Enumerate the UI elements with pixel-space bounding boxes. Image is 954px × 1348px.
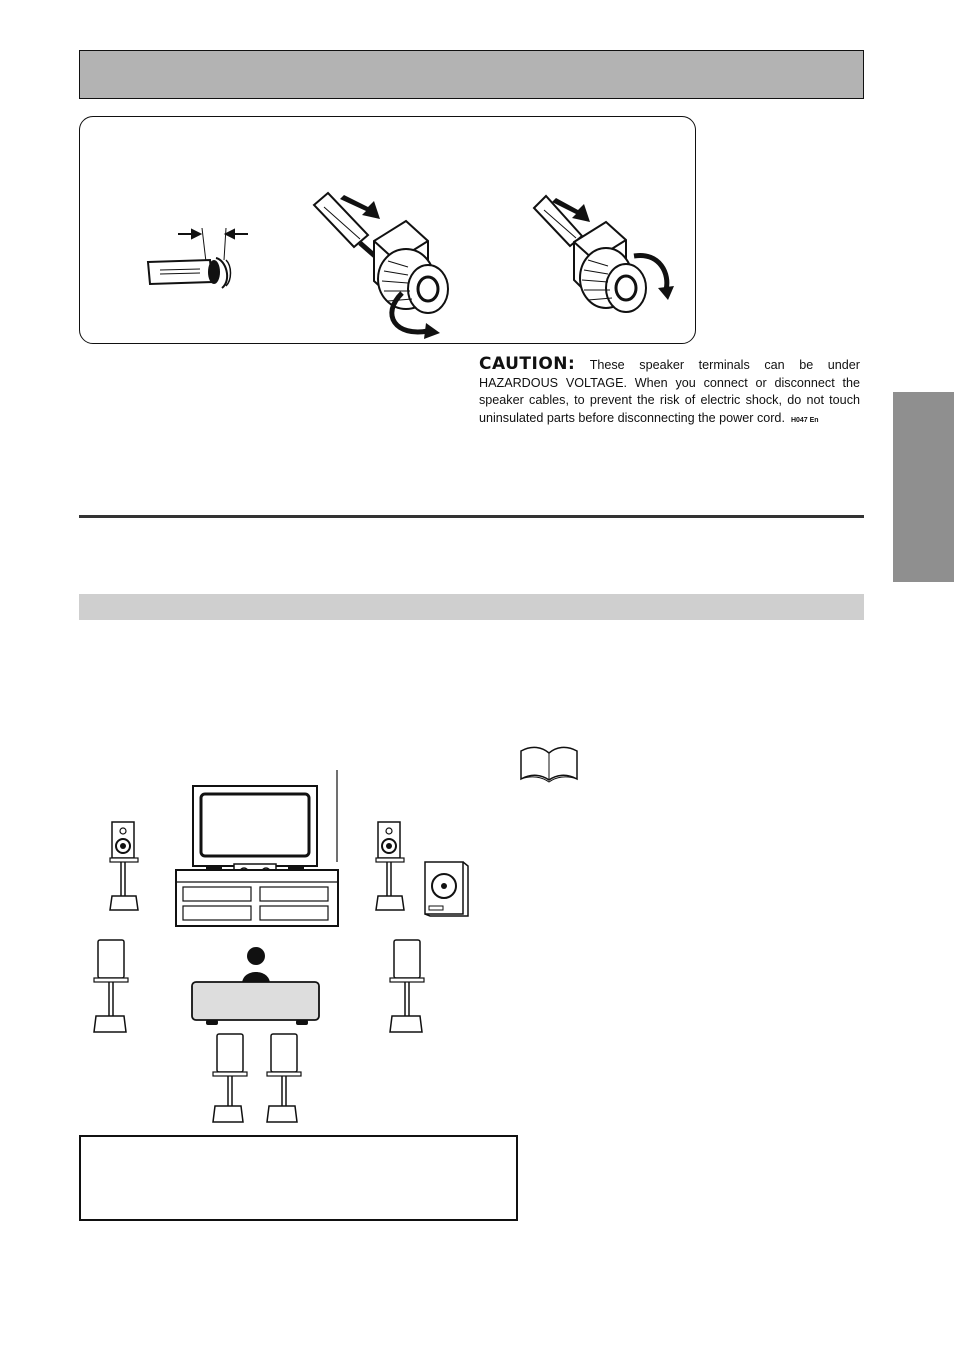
surround-back-left-speaker [213,1034,247,1122]
section-header-bar [79,50,864,99]
caution-line-2: HAZARDOUS VOLTAGE. When you connect or disconnect the [479,375,860,390]
subwoofer [425,862,468,916]
front-right-speaker [376,822,404,910]
surround-right-speaker [390,940,424,1032]
wire-strip-illustration [130,220,260,300]
front-left-speaker [110,822,138,910]
speaker-placement-diagram [80,770,480,1130]
sofa [192,982,319,1025]
subsection-header-bar [79,594,864,620]
television [193,786,317,876]
caution-heading: CAUTION: [479,354,576,374]
terminal-loosen-illustration [310,185,460,345]
surround-left-speaker [94,940,128,1032]
surround-back-right-speaker [267,1034,301,1122]
caution-line-4: uninsulated parts before disconnecting the power cord. [479,410,785,425]
caution-notice [479,356,860,429]
terminal-tighten-illustration [530,190,690,340]
section-divider [79,515,864,518]
measure-arrows [178,230,248,238]
open-book-icon [518,743,580,783]
note-box [79,1135,518,1221]
caution-code: H047 En [790,416,819,424]
caution-line-3: speaker cables, to prevent the risk of electric shock, do not touch [479,393,860,407]
caution-line-1: These speaker terminals can be under [589,358,860,372]
listener [242,947,270,984]
tv-rack [176,870,338,926]
chapter-side-tab [893,392,954,582]
